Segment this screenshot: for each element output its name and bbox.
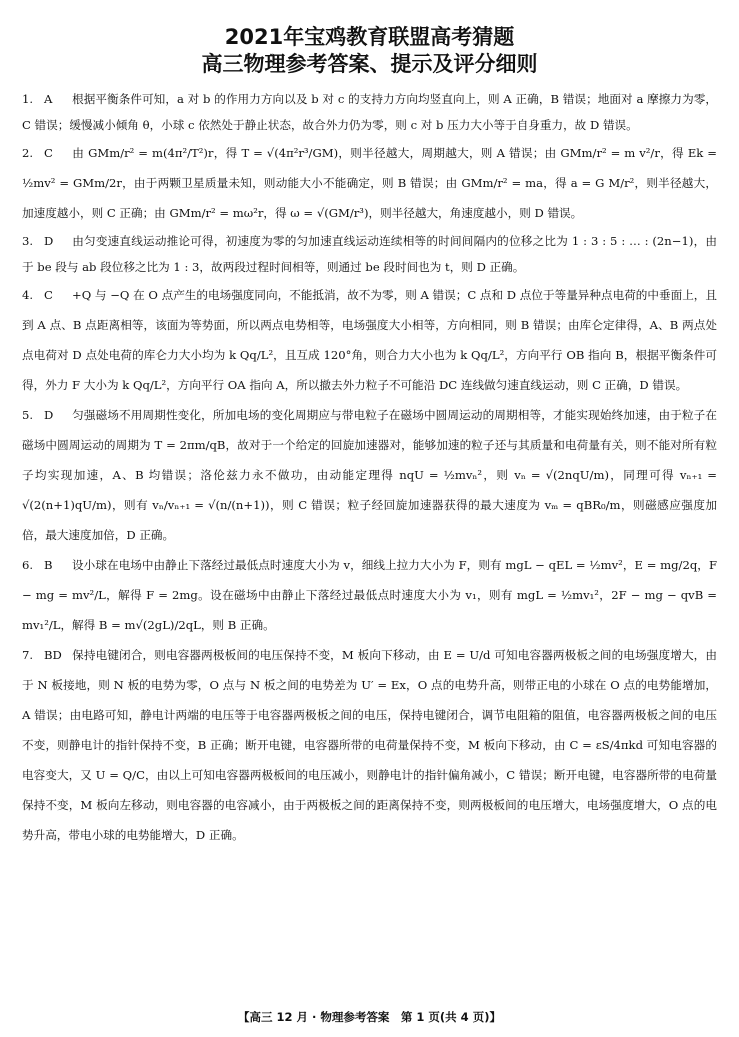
question-number: 4.	[22, 288, 34, 302]
question-number: 2.	[22, 146, 34, 160]
question-explanation: 由匀变速直线运动推论可得，初速度为零的匀加速直线运动连续相等的时间间隔内的位移之比为 1 : 3 : 5 : … : (2n−1)，由于 be 段与 ab 段位移之比为 1 : 3，故两段过程时间相等，则通过 be 段时间也为 t，则 D 正确。	[22, 234, 717, 274]
question-6	[22, 550, 717, 640]
question-5	[22, 400, 717, 550]
question-number: 6.	[22, 558, 34, 572]
question-number: 3.	[22, 234, 34, 248]
question-answer: C	[44, 146, 53, 160]
question-answer: D	[44, 234, 54, 248]
question-explanation: +Q 与 −Q 在 O 点产生的电场强度同向，不能抵消，故不为零，则 A 错误；C 点和 D 点位于等量异种点电荷的中垂面上，且到 A 点、B 点距离相等，该面为等势面，所以两点电势相等，电场强度大小相等，方向相同，则 B 错误；由库仑定律得，A、B 两点处点电荷对 D 点处电荷的库仑力大小均为 k Qq/L²，且互成 120°角，则合力大小也为 k Qq/L²，方向平行 OB 指向 B，根据平衡条件可得，外力 F 大小为 k Qq/L²，方向平行 OA 指向 A，所以撤去外力粒子不可能沿 DC 连线做匀速直线运动，则 C 正确，D 错误。	[22, 288, 717, 392]
question-explanation: 匀强磁场不用周期性变化，所加电场的变化周期应与带电粒子在磁场中圆周运动的周期相等，才能实现始终加速，由于粒子在磁场中圆周运动的周期为 T = 2πm/qB，故对于一个给定的回旋加速器对，能够加速的粒子还与其质量和电荷量有关，则不能对所有粒子均实现加速，A、B 均错误；洛伦兹力永不做功，由动能定理得 nqU = ½mvₙ²，则 vₙ = √(2nqU/m)，同理可得 vₙ₊₁ = √(2(n+1)qU/m)，则有 vₙ/vₙ₊₁ = √(n/(n+1))，则 C 错误；粒子经回旋加速器获得的最大速度为 vₘ = qBR₀/m，则磁感应强度加倍，最大速度加倍，D 正确。	[22, 408, 717, 542]
question-1	[22, 86, 717, 138]
question-4	[22, 280, 717, 400]
question-2	[22, 138, 717, 228]
page-footer: 【高三 12 月 · 物理参考答案 第 1 页(共 4 页)】	[238, 1010, 501, 1024]
question-number: 5.	[22, 408, 34, 422]
question-answer: B	[44, 558, 53, 572]
question-answer: C	[44, 288, 53, 302]
question-explanation: 设小球在电场中由静止下落经过最低点时速度大小为 v，细线上拉力大小为 F，则有 mgL − qEL = ½mv²，E = mg/2q，F − mg = mv²/L，解得 F = 2mg。设在磁场中由静止下落经过最低点时速度大小为 v₁，则有 mgL = ½mv₁²，2F − mg − qvB = mv₁²/L，解得 B = m√(2gL)/2qL，则 B 正确。	[22, 558, 717, 632]
question-answer: A	[44, 92, 53, 106]
document-subtitle: 高三物理参考答案、提示及评分细则	[201, 52, 538, 76]
question-answer: BD	[44, 648, 62, 662]
question-7	[22, 640, 717, 850]
question-explanation: 根据平衡条件可知，a 对 b 的作用力方向以及 b 对 c 的支持力方向均竖直向上，则 A 正确，B 错误；地面对 a 摩擦力为零，C 错误；缓慢减小倾角 θ，小球 c 依然处于静止状态，故合外力仍为零，则 c 对 b 压力大小等于自身重力，故 D 错误。	[22, 92, 717, 132]
question-number: 1.	[22, 92, 34, 106]
question-number: 7.	[22, 648, 34, 662]
document-title: 2021年宝鸡教育联盟高考猜题	[224, 25, 515, 49]
question-explanation: 由 GMm/r² = m(4π²/T²)r，得 T = √(4π²r³/GM)，则半径越大，周期越大，则 A 错误；由 GMm/r² = m v²/r，得 Ek = ½mv² = GMm/2r，由于两颗卫星质量未知，则动能大小不能确定，则 B 错误；由 GMm/r² = ma，得 a = G M/r²，则半径越大，加速度越小，则 C 正确；由 GMm/r² = mω²r，得 ω = √(GM/r³)，则半径越大，角速度越小，则 D 错误。	[22, 146, 717, 220]
question-answer: D	[44, 408, 54, 422]
question-3	[22, 228, 717, 280]
question-explanation: 保持电键闭合，则电容器两极板间的电压保持不变，M 板向下移动，由 E = U/d 可知电容器两极板之间的电场强度增大，由于 N 板接地，则 N 板的电势为零，O 点与 N 板之间的电势差为 U′ = Ex，O 点的电势升高，则带正电的小球在 O 点的电势能增加，A 错误；由电路可知，静电计两端的电压等于电容器两极板之间的电压，保持电键闭合，调节电阻箱的阻值，电容器两极板之间的电压不变，则静电计的指针保持不变，B 正确；断开电键，电容器所带的电荷量保持不变，M 板向下移动，由 C = εS/4πkd 可知电容器的电容变大，又 U = Q/C，由以上可知电容器两极板间的电压减小，则静电计的指针偏角减小，C 错误；断开电键，电容器所带的电荷量保持不变，M 板向左移动，则电容器的电容减小，由于两极板之间的距离保持不变，则两极板间的电压增大，电场强度增大，O 点的电势升高，带电小球的电势能增大，D 正确。	[22, 648, 717, 842]
